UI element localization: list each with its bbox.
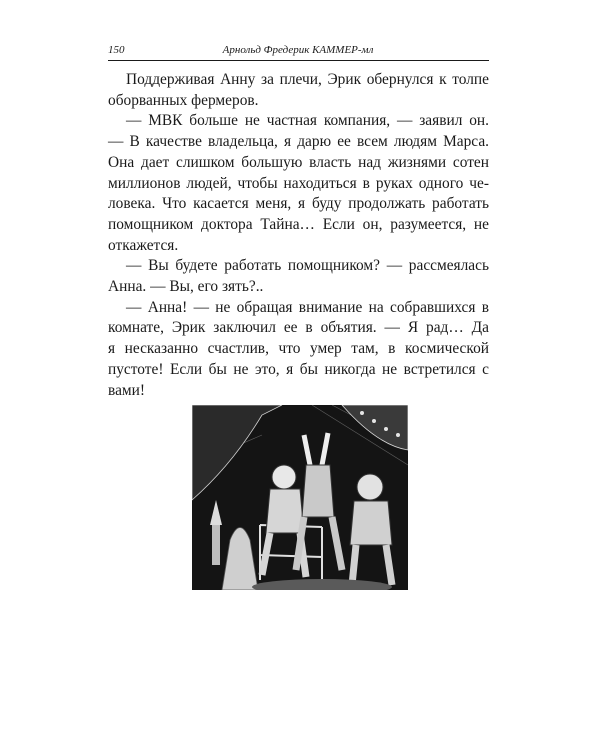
- text-line: Она дает слишком большую власть над жизнями сотен: [108, 153, 489, 171]
- paragraph: [108, 111, 489, 256]
- text-line: Анна. — Вы, его зять?..: [108, 278, 264, 296]
- running-header: [108, 42, 488, 58]
- text-line: — Вы будете работать помощником? — рассмеялась: [126, 257, 489, 275]
- running-title: Арнольд Фредерик КАММЕР-мл: [222, 44, 374, 56]
- text-line: — Анна! — не обращая внимание на собравшихся в: [126, 298, 489, 316]
- page-number: 150: [108, 44, 125, 56]
- illustration: [192, 405, 408, 590]
- text-line: ловека. Что касается меня, я буду продолжать работать: [108, 195, 489, 213]
- text-line: — МВК больше не частная компания, — заявил он.: [126, 112, 489, 130]
- text-line: Поддерживая Анну за плечи, Эрик обернулся к толпе: [126, 71, 489, 88]
- text-line: откажется.: [108, 236, 179, 254]
- body-text: [108, 70, 489, 401]
- paragraph: [108, 256, 489, 297]
- text-line: вами!: [108, 381, 145, 399]
- text-line: миллионов людей, чтобы находиться в руках одного че-: [108, 174, 489, 192]
- text-line: я несказанно счастлив, что умер там, в космической: [108, 340, 489, 358]
- text-line: помощником доктора Тайна… Если он, разумеется, не: [108, 215, 489, 233]
- text-line: пустоте! Если бы не это, я бы никогда не встретился с: [108, 360, 489, 378]
- paragraph: [108, 70, 489, 111]
- spaceship-illustration: [192, 405, 408, 590]
- paragraph: [108, 298, 489, 402]
- text-line: комнате, Эрик заключил ее в объятия. — Я рад… Да: [108, 319, 489, 337]
- text-line: — В качестве владельца, я дарю ее всем людям Марса.: [108, 133, 489, 151]
- text-line: оборванных фермеров.: [108, 91, 259, 109]
- header-rule: [108, 60, 489, 61]
